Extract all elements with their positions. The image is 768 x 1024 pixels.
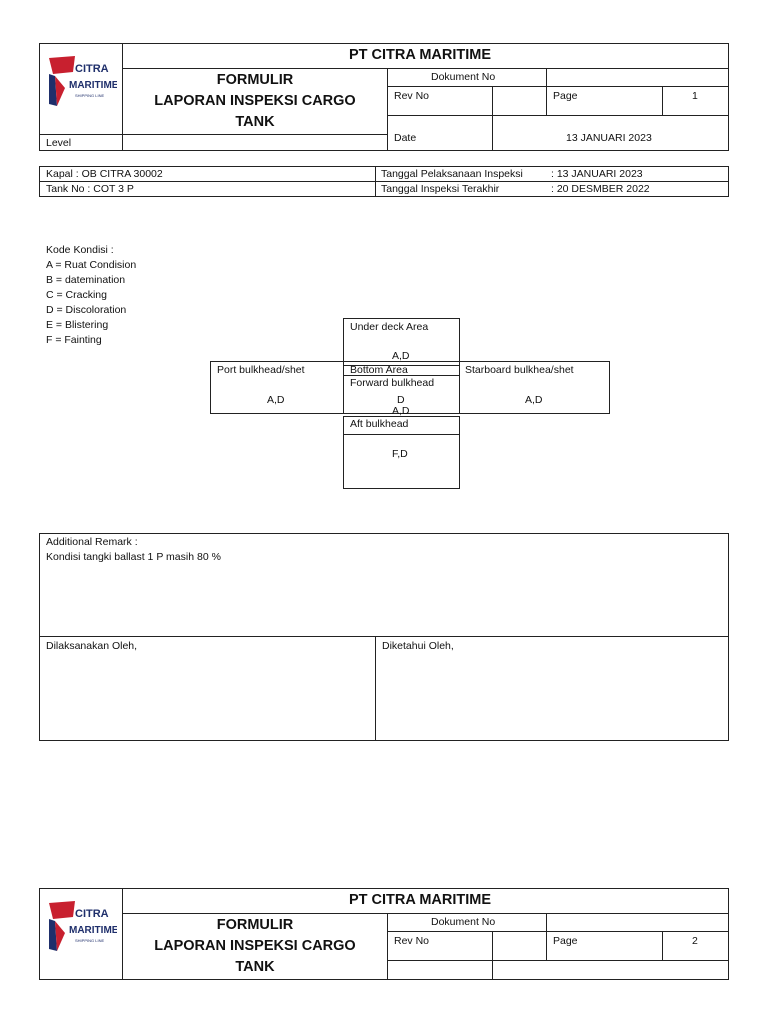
port-label: Port bulkhead/shet bbox=[217, 364, 305, 376]
level-label: Level bbox=[46, 137, 72, 149]
form-title-line3: TANK bbox=[235, 959, 275, 975]
tgl-pelaksanaan-label: Tanggal Pelaksanaan Inspeksi bbox=[381, 168, 523, 180]
aft-label: Aft bulkhead bbox=[350, 418, 409, 430]
rev-no-label: Rev No bbox=[394, 935, 430, 947]
form-title-line3: TANK bbox=[235, 114, 275, 130]
form-title bbox=[124, 915, 386, 978]
under-deck-label: Under deck Area bbox=[350, 321, 429, 333]
logo-text-citra: CITRA bbox=[75, 63, 109, 75]
kode-item: C = Cracking bbox=[46, 289, 107, 301]
page-label: Page bbox=[553, 90, 578, 102]
starboard-label: Starboard bulkhea/shet bbox=[465, 364, 574, 376]
bottom-label: Bottom Area bbox=[350, 364, 408, 376]
kode-item: D = Discoloration bbox=[46, 304, 127, 316]
under-deck-value: A,D bbox=[392, 350, 410, 362]
starboard-value: A,D bbox=[525, 394, 543, 406]
dokument-no-label: Dokument No bbox=[431, 71, 496, 83]
logo-text-shipping: SHIPPING LINE bbox=[75, 938, 105, 943]
form-title bbox=[124, 70, 386, 133]
logo-text-citra: CITRA bbox=[75, 908, 109, 920]
tank-field: Tank No : COT 3 P bbox=[46, 183, 134, 195]
kode-item: B = datemination bbox=[46, 274, 126, 286]
dilaksanakan-label: Dilaksanakan Oleh, bbox=[46, 640, 138, 652]
form-title-line2: LAPORAN INSPEKSI CARGO bbox=[154, 93, 356, 109]
tgl-pelaksanaan-value: : 13 JANUARI 2023 bbox=[551, 168, 643, 180]
tgl-terakhir-label: Tanggal Inspeksi Terakhir bbox=[381, 183, 500, 195]
remark-label: Additional Remark : bbox=[46, 536, 138, 548]
logo-text-maritime: MARITIME bbox=[69, 925, 117, 936]
company-name: PT CITRA MARITIME bbox=[349, 892, 492, 908]
page-value: 2 bbox=[692, 935, 698, 947]
port-value: A,D bbox=[267, 394, 285, 406]
dokument-no-label: Dokument No bbox=[431, 916, 496, 928]
kode-item: E = Blistering bbox=[46, 319, 109, 331]
remark-text: Kondisi tangki ballast 1 P masih 80 % bbox=[46, 551, 221, 563]
forward-label: Forward bulkhead bbox=[350, 377, 435, 389]
tgl-terakhir-value: : 20 DESMBER 2022 bbox=[551, 183, 650, 195]
diketahui-label: Diketahui Oleh, bbox=[382, 640, 454, 652]
company-name: PT CITRA MARITIME bbox=[349, 47, 492, 63]
aft-value: F,D bbox=[392, 448, 408, 460]
forward-value: D bbox=[397, 394, 405, 406]
bottom-value: A,D bbox=[392, 405, 410, 417]
form-title-line1: FORMULIR bbox=[216, 72, 294, 88]
logo-text-maritime: MARITIME bbox=[69, 80, 117, 91]
date-label: Date bbox=[394, 132, 417, 144]
form-title-line2: LAPORAN INSPEKSI CARGO bbox=[154, 938, 356, 954]
kapal-field: Kapal : OB CITRA 30002 bbox=[46, 168, 163, 180]
rev-no-label: Rev No bbox=[394, 90, 430, 102]
form-title-line1: FORMULIR bbox=[216, 917, 294, 933]
kode-item: A = Ruat Condision bbox=[46, 259, 137, 271]
date-value: 13 JANUARI 2023 bbox=[566, 132, 652, 144]
kode-kondisi-list bbox=[46, 243, 136, 348]
kode-title: Kode Kondisi : bbox=[46, 244, 114, 256]
kode-item: F = Fainting bbox=[46, 334, 102, 346]
logo-text-shipping: SHIPPING LINE bbox=[75, 93, 105, 98]
company-logo bbox=[45, 52, 117, 110]
company-logo bbox=[45, 897, 117, 955]
page-label: Page bbox=[553, 935, 578, 947]
page-value: 1 bbox=[692, 90, 698, 102]
